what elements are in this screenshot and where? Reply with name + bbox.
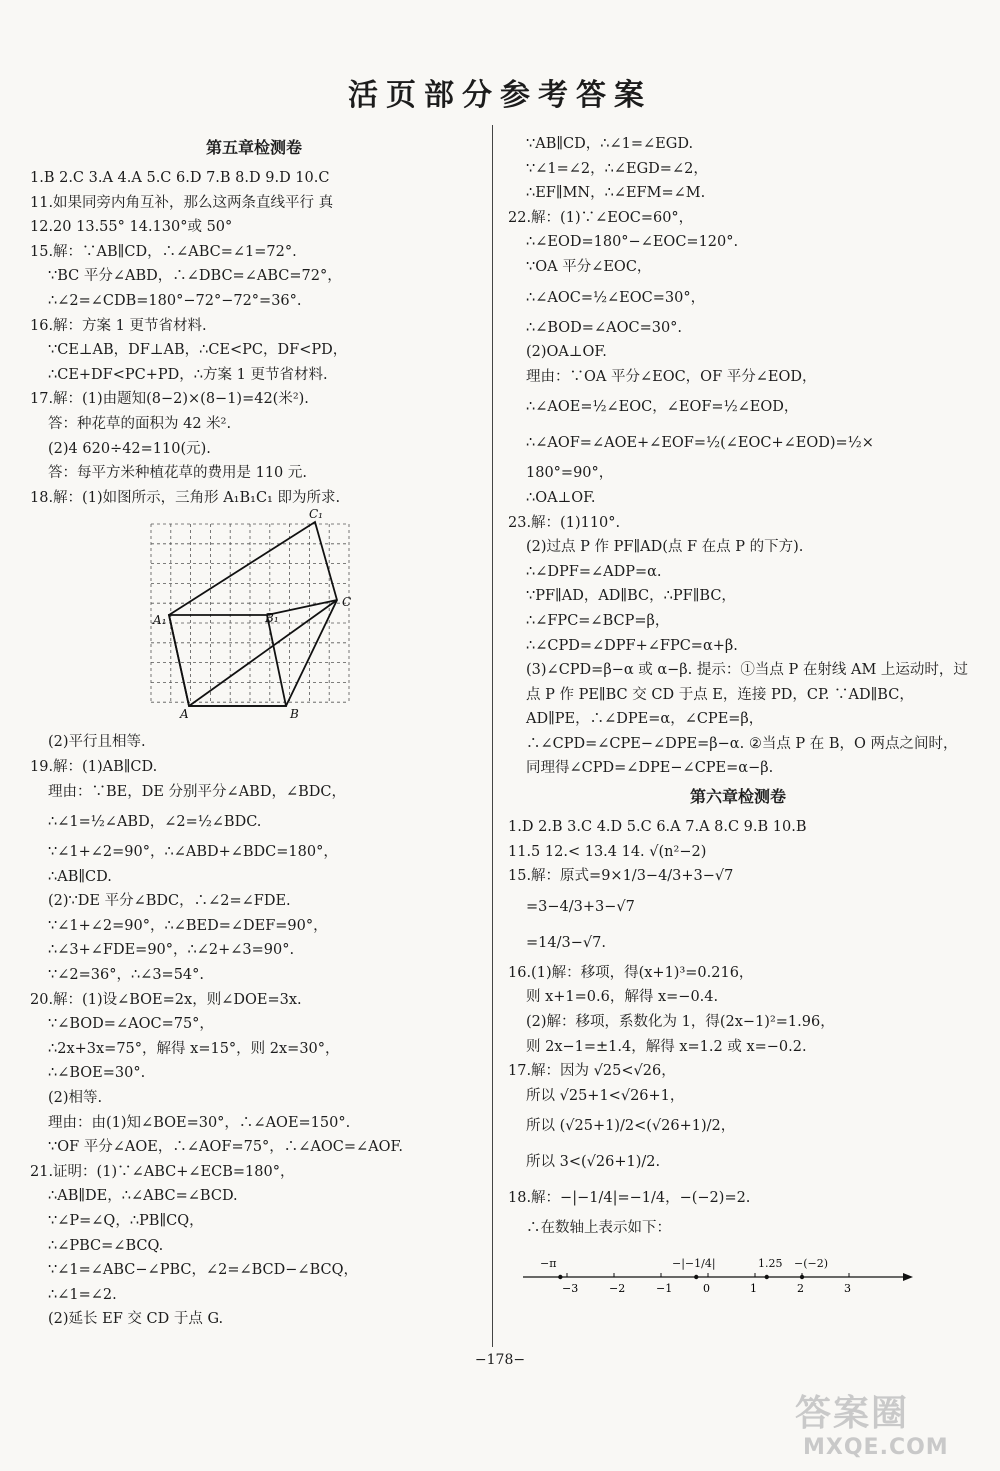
number-line-point (694, 1275, 698, 1279)
answer-line: 12.20 13.55° 14.130°或 50° (30, 219, 233, 236)
answer-line: 19.解：(1)AB∥CD. (30, 758, 158, 775)
answer-line: ∴∠1=∠2. (48, 1286, 117, 1303)
answers-part-a (30, 166, 478, 510)
answer-line: ∵AB∥CD，∴∠1=∠EGD. (526, 136, 694, 152)
answer-line: =14/3−√7. (526, 934, 606, 951)
answer-line: ∴∠EOD=180°−∠EOC=120°. (526, 234, 739, 251)
answer-line: 则 x+1=0.6，解得 x=−0.4. (526, 989, 719, 1006)
answer-line: =3−4/3+3−√7 (526, 898, 635, 915)
answer-line: 17.解：因为 √25<√26， (508, 1063, 676, 1080)
number-line-tick-label: 2 (797, 1282, 804, 1295)
number-line-arrow (903, 1273, 913, 1281)
section-heading-ch6: 第六章检测卷 (689, 787, 786, 807)
figure-pentagon (169, 522, 337, 706)
answer-line: ∴∠BOE=30°. (48, 1065, 146, 1082)
answer-line: ∴∠AOC=½∠EOC=30°， (526, 289, 706, 306)
number-line-tick-label: −3 (562, 1282, 579, 1295)
answer-line: ∴∠AOE=½∠EOC，∠EOF=½∠EOD， (526, 399, 799, 416)
answer-line: 1.B 2.C 3.A 4.A 5.C 6.D 7.B 8.D 9.D 10.C (30, 170, 330, 186)
grid-figure (147, 507, 363, 722)
figure-label: B (290, 707, 299, 722)
answer-line: ∴2x+3x=75°，解得 x=15°，则 2x=30°， (48, 1040, 340, 1057)
answers-part-d (508, 815, 968, 1241)
answers-part-b (30, 730, 478, 1332)
figure-label: A₁ (153, 613, 167, 628)
answer-line: 15.解：原式=9×1/3−4/3+3−√7 (508, 868, 734, 885)
answer-line: (2)延长 EF 交 CD 于点 G. (48, 1311, 224, 1328)
answer-line: 理由：∵OA 平分∠EOC，OF 平分∠EOD， (526, 368, 817, 385)
right-column (508, 132, 968, 1305)
answer-line: ∵∠P=∠Q，∴PB∥CQ， (48, 1213, 204, 1229)
answers-part-c (508, 132, 968, 781)
answer-line: (2)∵DE 平分∠BDC，∴∠2=∠FDE. (48, 893, 291, 910)
figure-label: C (342, 595, 352, 610)
answer-line: (2)过点 P 作 PF∥AD(点 F 在点 P 的下方). (526, 539, 804, 556)
answer-line: ∵∠1=∠2，∴∠EGD=∠2， (526, 160, 708, 177)
answer-line: ∵BC 平分∠ABD，∴∠DBC=∠ABC=72°， (48, 268, 342, 285)
answer-line: 18.解：(1)如图所示，三角形 A₁B₁C₁ 即为所求. (30, 489, 341, 506)
answer-line: (2)4 620÷42=110(元). (48, 440, 211, 457)
page-number: −178− (474, 1352, 526, 1368)
answer-line: 11.5 12.< 13.4 14. √(n²−2) (508, 843, 707, 860)
number-line-label: −π (540, 1257, 557, 1270)
answer-line: ∴∠2=∠CDB=180°−72°−72°=36°. (48, 292, 302, 309)
figure-parallelogram (169, 615, 286, 706)
section-heading-ch5: 第五章检测卷 (205, 138, 302, 157)
answer-line: 21.证明：(1)∵∠ABC+∠ECB=180°， (30, 1163, 295, 1180)
number-line-figure (518, 1245, 918, 1301)
answer-line: 15.解：∵AB∥CD，∴∠ABC=∠1=72°. (30, 243, 297, 260)
number-line-point (765, 1275, 769, 1279)
answer-line: 答：每平方米种植花草的费用是 110 元. (48, 465, 308, 482)
answer-line: 则 2x−1=±1.4，解得 x=1.2 或 x=−0.2. (526, 1038, 807, 1055)
answer-line: ∵CE⊥AB，DF⊥AB，∴CE<PC，DF<PD， (48, 342, 348, 359)
answer-line: ∴AB∥DE，∴∠ABC=∠BCD. (48, 1188, 238, 1205)
number-line-point (800, 1275, 804, 1279)
answer-line: (3)∠CPD=β−α 或 α−β. 提示：①当点 P 在射线 AM 上运动时，过点 P 作 PE∥BC 交 CD 于点 E，连接 PD，CP. ∵AD∥BC，AD∥PE，∴∠DPE=α，∠CPE=β，∴∠CPD=∠CPE−∠DPE=β−α. ②当点 P 在 B，O 两点之间时，同理得∠CPD=∠DPE−∠CPE=α−β. (526, 662, 968, 777)
number-line-tick-label: −2 (609, 1282, 626, 1295)
answer-line: ∴在数轴上表示如下： (526, 1220, 671, 1237)
answer-line: ∴OA⊥OF. (526, 489, 596, 506)
number-line-tick-label: 1 (750, 1282, 757, 1295)
answer-line: ∴AB∥CD. (48, 868, 112, 885)
answer-line: 16.(1)解：移项，得(x+1)³=0.216， (508, 964, 754, 981)
answer-line: ∵∠1=∠ABC−∠PBC，∠2=∠BCD−∠BCQ， (48, 1262, 358, 1279)
number-line-point (558, 1275, 562, 1279)
answer-line: ∴EF∥MN，∴∠EFM=∠M. (526, 185, 706, 202)
page-title: 活页部分参考答案 (348, 78, 652, 113)
figure-label: A (180, 707, 189, 722)
answer-line: ∵∠1+∠2=90°，∴∠BED=∠DEF=90°， (48, 917, 328, 934)
watermark-logo (795, 1385, 995, 1465)
number-line-tick-label: 0 (703, 1282, 710, 1295)
number-line-label: −|−1/4| (672, 1257, 716, 1270)
answer-line: (2)OA⊥OF. (526, 344, 607, 361)
answer-line: ∴∠CPD=∠DPF+∠FPC=α+β. (526, 637, 738, 654)
number-line-tick-label: 3 (844, 1282, 851, 1295)
number-line-tick-label: −1 (656, 1282, 673, 1295)
figure-label: C₁ (309, 507, 323, 522)
answer-line: ∴∠DPF=∠ADP=α. (526, 563, 662, 580)
answer-line: 16.解：方案 1 更节省材料. (30, 317, 207, 334)
answer-line: 22.解：(1)∵∠EOC=60°， (508, 209, 694, 226)
answer-line: 17.解：(1)由题知(8−2)×(8−1)=42(米²). (30, 391, 309, 408)
answer-line: 23.解：(1)110°. (508, 514, 621, 531)
answer-line: ∴∠1=½∠ABD，∠2=½∠BDC. (48, 814, 262, 831)
answer-line: ∴∠BOD=∠AOC=30°. (526, 319, 683, 336)
answer-line: 理由：∵BE，DE 分别平分∠ABD，∠BDC， (48, 783, 346, 800)
answer-line: (2)解：移项，系数化为 1，得(2x−1)²=1.96， (526, 1014, 835, 1031)
column-divider (492, 125, 493, 1347)
answer-line: 1.D 2.B 3.C 4.D 5.C 6.A 7.A 8.C 9.B 10.B (508, 819, 807, 836)
answer-line: ∴∠3+∠FDE=90°，∴∠2+∠3=90°. (48, 942, 295, 959)
answer-line: 18.解：−|−1/4|=−1/4，−(−2)=2. (508, 1190, 751, 1207)
answer-line: 答：种花草的面积为 42 米². (48, 415, 232, 432)
answer-line: (2)相等. (48, 1090, 103, 1107)
watermark-url: MXQE.COM (803, 1435, 949, 1460)
answer-line: 所以 (√25+1)/2<(√26+1)/2， (526, 1118, 736, 1135)
answer-line: 11.如果同旁内角互补，那么这两条直线平行 真 (30, 194, 334, 211)
figure-line (189, 600, 337, 706)
number-line-label: −(−2) (794, 1257, 829, 1270)
answer-line: 20.解：(1)设∠BOE=2x，则∠DOE=3x. (30, 991, 302, 1008)
answer-line: ∴CE+DF<PC+PD，∴方案 1 更节省材料. (48, 366, 328, 383)
answer-line: ∴∠AOF=∠AOE+∠EOF=½(∠EOC+∠EOD)=½× (526, 435, 874, 452)
answer-line: ∵∠BOD=∠AOC=75°， (48, 1016, 214, 1033)
answer-line: ∵OA 平分∠EOC， (526, 258, 652, 275)
answer-line: 所以 3<(√26+1)/2. (526, 1154, 661, 1171)
answer-line: ∵∠1+∠2=90°，∴∠ABD+∠BDC=180°， (48, 844, 338, 861)
left-column (30, 132, 478, 1332)
answer-line: ∴∠PBC=∠BCQ. (48, 1237, 164, 1254)
answer-line: ∴∠FPC=∠BCP=β， (526, 612, 670, 629)
answer-line: 180°=90°， (526, 465, 614, 482)
answer-line: ∵∠2=36°，∴∠3=54°. (48, 967, 205, 984)
answer-line: (2)平行且相等. (48, 734, 146, 751)
watermark-text: 答案圈 (795, 1393, 910, 1434)
answer-line: 理由：由(1)知∠BOE=30°，∴∠AOE=150°. (48, 1114, 351, 1131)
answer-line: 所以 √25+1<√26+1， (526, 1087, 685, 1104)
number-line-label: 1.25 (758, 1257, 783, 1270)
figure-label: B₁ (265, 611, 279, 626)
answer-line: ∵PF∥AD，AD∥BC，∴PF∥BC， (526, 588, 736, 605)
answer-line: ∵OF 平分∠AOE，∴∠AOF=75°，∴∠AOC=∠AOF. (48, 1139, 403, 1156)
